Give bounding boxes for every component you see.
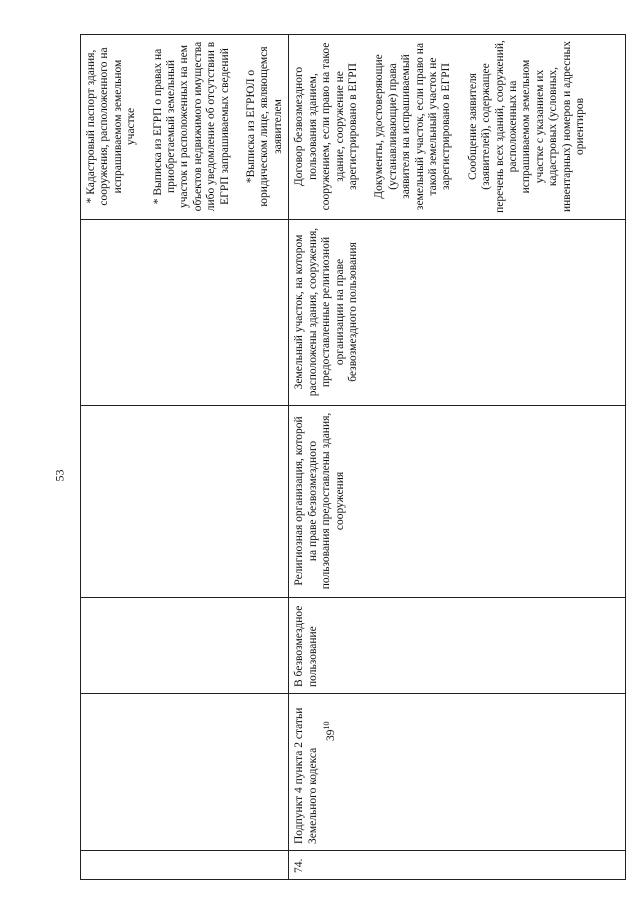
cell-right-type-empty xyxy=(81,598,289,694)
article-number-sup: 10 xyxy=(322,721,332,730)
cell-legal-basis-empty xyxy=(81,694,289,851)
cell-applicant-empty xyxy=(81,406,289,598)
page-number: 53 xyxy=(52,469,67,482)
cell-land-plot: Земельный участок, на котором расположены здания, сооружения, предоставленные религиозной организации на праве безвозмездного пользования xyxy=(289,220,626,406)
article-number xyxy=(320,722,338,742)
legal-basis-start: Подпункт 4 пункта 2 статьи xyxy=(293,707,306,844)
doc-cadastral-passport: * Кадастровый паспорт здания, сооружения, расположенного на испрашиваемом земельном участке xyxy=(85,47,138,206)
doc-title-documents: Документы, удостоверяющие (устанавливающие) права заявителя на испрашиваемый земельный участок, если право на такой земельный участок не зарегистрировано в ЕГРП xyxy=(373,42,453,211)
doc-gratuitous-use-contract: Договор безвозмездного пользования зданием, сооружением, если право на такое здание, сооружение не зарегистрировано в ЕГРП xyxy=(293,42,359,211)
services-table xyxy=(80,34,626,880)
cell-documents xyxy=(289,35,626,220)
cell-legal-basis xyxy=(289,694,626,851)
legal-basis-end: Земельного кодекса xyxy=(306,747,319,844)
doc-applicant-message: Сообщение заявителя (заявителей), содержащее перечень всех зданий, сооружений, расположенных на испрашиваемом земельном участке с указанием их кадастровых (условных, инвентарных) номеров и адресных ориентиров xyxy=(466,40,586,213)
cell-documents-continued xyxy=(81,35,289,220)
legal-basis-text xyxy=(293,699,338,844)
table-row-continuation xyxy=(81,35,289,880)
cell-number-empty xyxy=(81,851,289,880)
doc-egrp-extract: * Выписка из ЕГРП о правах на приобретаемый земельный участок и расположенных на нем объектов недвижимого имущества либо уведомление об отсутствии в ЕГРП запрашиваемых сведений xyxy=(151,41,231,212)
rotated-table-container xyxy=(80,35,620,880)
cell-applicant: Религиозная организация, которой на праве безвозмездного пользования предоставлены здания, сооружения xyxy=(289,406,626,598)
cell-right-type: В безвозмездное пользование xyxy=(289,598,626,694)
table-row-74 xyxy=(289,35,626,880)
cell-row-number: 74. xyxy=(289,851,626,880)
article-number-base: 39 xyxy=(325,729,338,741)
cell-land-plot-empty xyxy=(81,220,289,406)
rotated-page-content xyxy=(80,35,620,880)
doc-egrul-extract: *Выписка из ЕГРЮЛ о юридическом лице, являющемся заявителем xyxy=(245,46,284,207)
